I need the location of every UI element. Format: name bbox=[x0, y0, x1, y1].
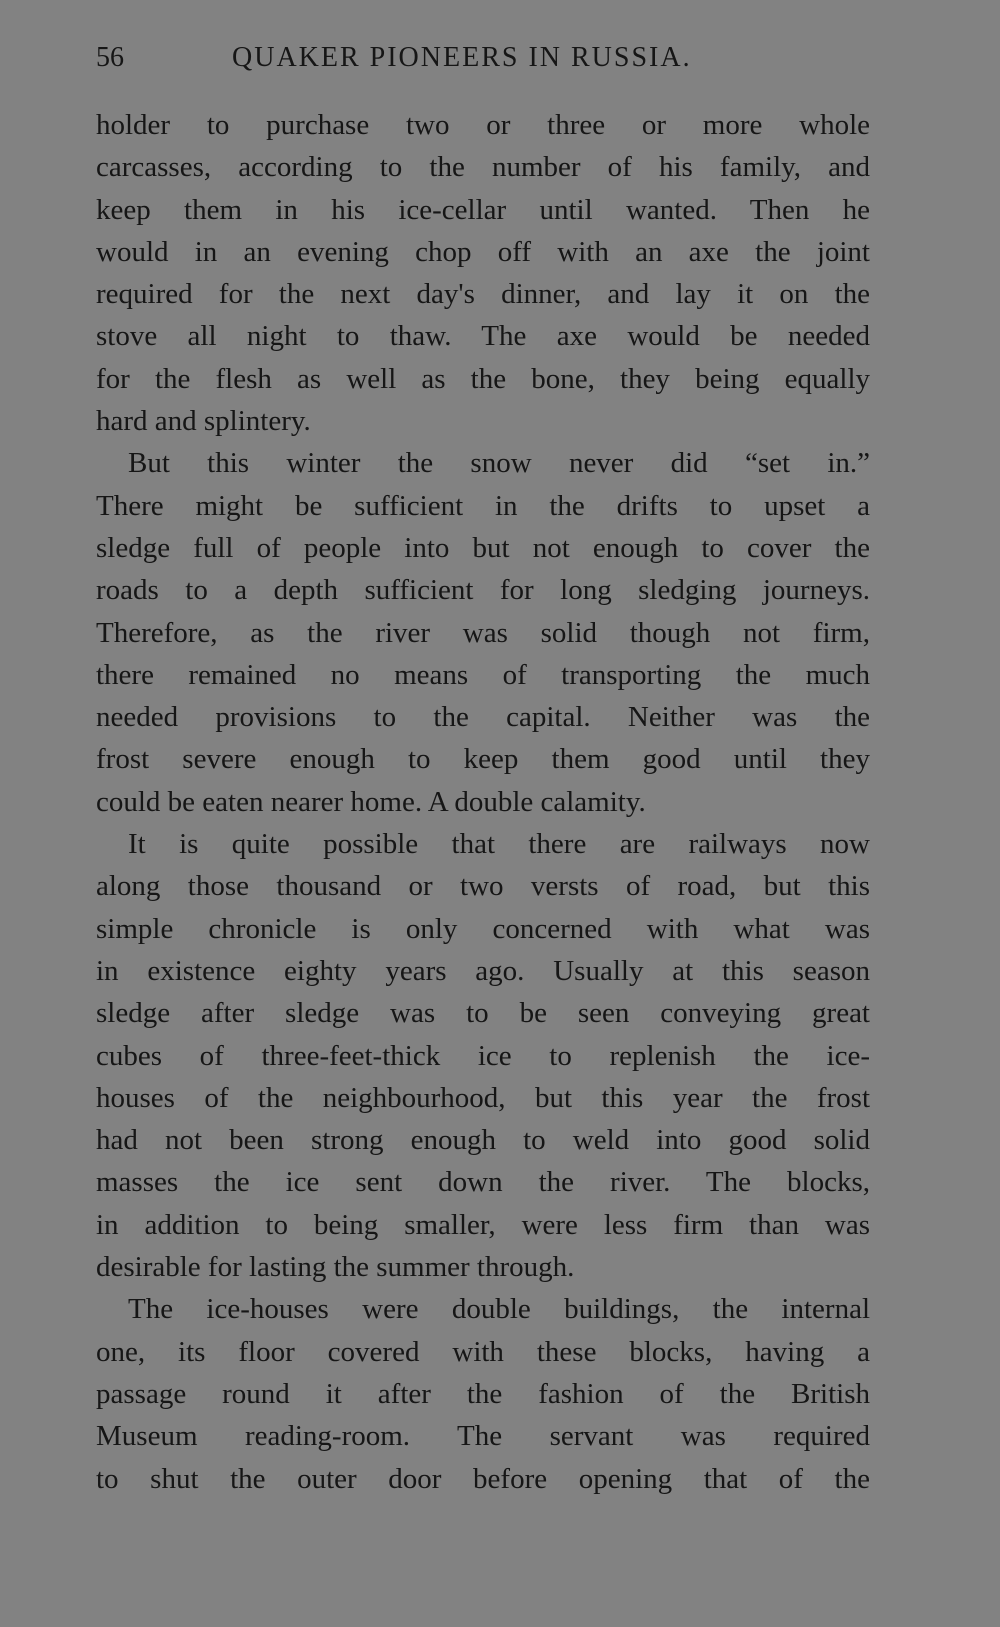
text-line: Therefore, as the river was solid though not firm, bbox=[96, 616, 870, 649]
text-line: It is quite possible that there are railways now bbox=[128, 828, 870, 861]
text-line: one, its floor covered with these blocks, having a bbox=[96, 1335, 870, 1368]
running-head bbox=[96, 42, 876, 82]
paragraph-2 bbox=[96, 442, 870, 823]
text-line: needed provisions to the capital. Neither was the bbox=[96, 701, 870, 734]
paragraph-1 bbox=[96, 104, 870, 442]
page-number: 56 bbox=[96, 42, 124, 73]
text-line: houses of the neighbourhood, but this year the frost bbox=[96, 1081, 870, 1114]
text-line: But this winter the snow never did “set in.” bbox=[128, 447, 870, 480]
text-line: would in an evening chop off with an axe the joint bbox=[96, 235, 870, 268]
text-line: for the flesh as well as the bone, they being equally bbox=[96, 362, 870, 395]
text-line: cubes of three-feet-thick ice to replenish the ice- bbox=[96, 1039, 870, 1072]
text-line: The ice-houses were double buildings, the internal bbox=[128, 1293, 870, 1326]
text-line: there remained no means of transporting the much bbox=[96, 658, 870, 691]
paragraph-3 bbox=[96, 823, 870, 1288]
text-line: hard and splintery. bbox=[96, 405, 311, 438]
text-line: required for the next day's dinner, and lay it on the bbox=[96, 278, 870, 311]
text-line: desirable for lasting the summer through. bbox=[96, 1251, 575, 1284]
text-line: sledge after sledge was to be seen conveying great bbox=[96, 997, 870, 1030]
text-line: in existence eighty years ago. Usually at this season bbox=[96, 954, 870, 987]
text-line: roads to a depth sufficient for long sledging journeys. bbox=[96, 574, 870, 607]
text-line: passage round it after the fashion of the British bbox=[96, 1377, 870, 1410]
text-line: along those thousand or two versts of road, but this bbox=[96, 870, 870, 903]
text-line: had not been strong enough to weld into good solid bbox=[96, 1124, 870, 1157]
text-line: simple chronicle is only concerned with what was bbox=[96, 912, 870, 945]
paragraph-4 bbox=[96, 1288, 870, 1499]
text-line: masses the ice sent down the river. The blocks, bbox=[96, 1166, 870, 1199]
text-line: There might be sufficient in the drifts to upset a bbox=[96, 489, 870, 522]
text-line: keep them in his ice-cellar until wanted. Then he bbox=[96, 193, 870, 226]
running-title: QUAKER PIONEERS IN RUSSIA. bbox=[232, 42, 692, 73]
text-line: Museum reading-room. The servant was required bbox=[96, 1420, 870, 1453]
text-line: sledge full of people into but not enough to cover the bbox=[96, 531, 870, 564]
text-line: could be eaten nearer home. A double calamity. bbox=[96, 785, 646, 818]
text-line: in addition to being smaller, were less firm than was bbox=[96, 1208, 870, 1241]
text-line: to shut the outer door before opening that of the bbox=[96, 1462, 870, 1495]
text-line: carcasses, according to the number of his family, and bbox=[96, 151, 870, 184]
text-line: frost severe enough to keep them good until they bbox=[96, 743, 870, 776]
text-line: holder to purchase two or three or more whole bbox=[96, 109, 870, 141]
body-text bbox=[96, 104, 870, 1500]
text-line: stove all night to thaw. The axe would be needed bbox=[96, 320, 870, 353]
